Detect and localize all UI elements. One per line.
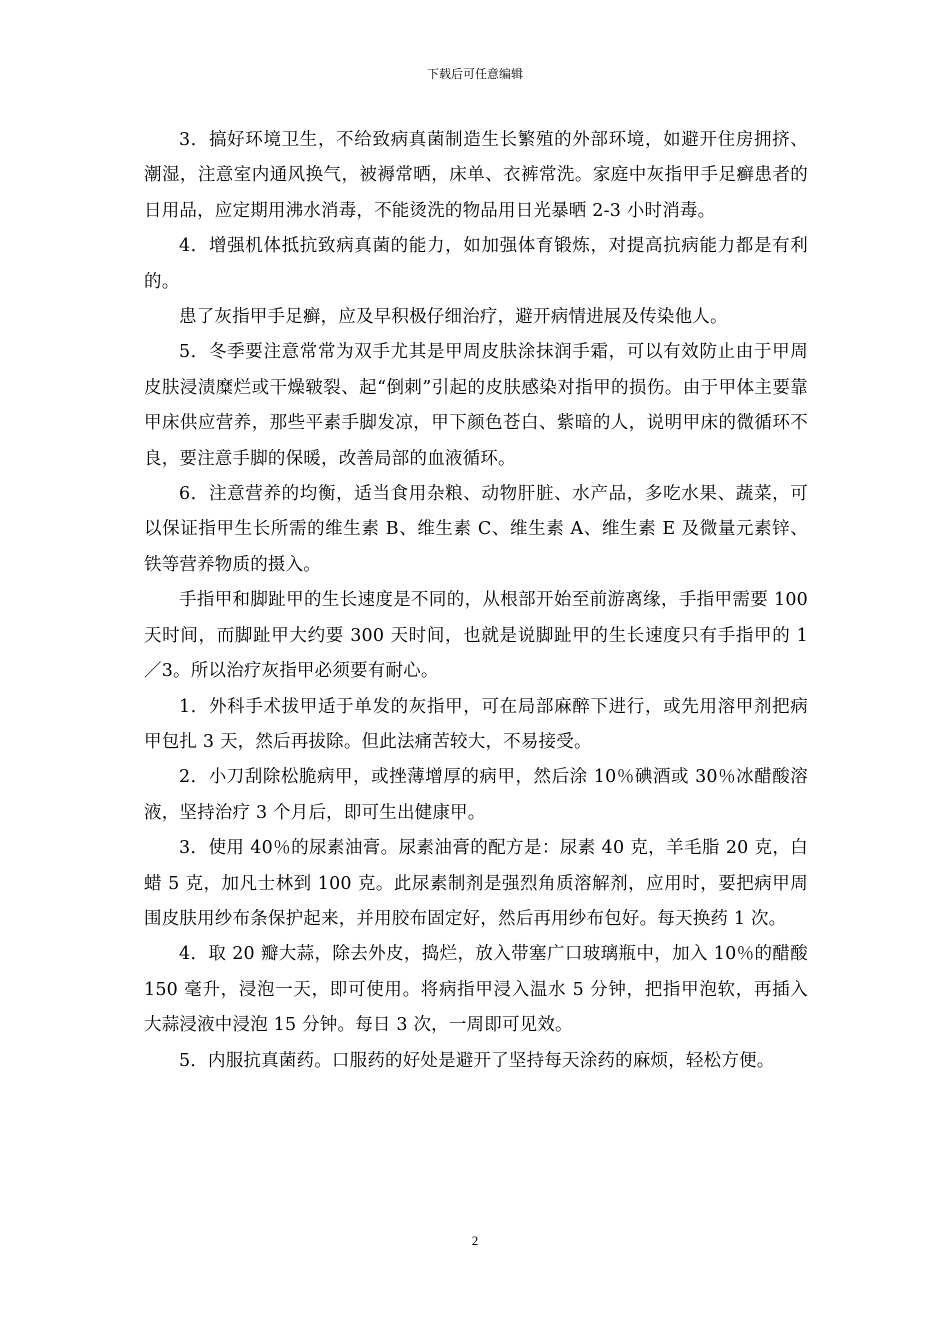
paragraph-scraping: 2．小刀刮除松脆病甲，或挫薄增厚的病甲，然后涂 10％碘酒或 30％冰醋酸溶液，坚持治疗 3 个月后，即可生出健康甲。 (144, 767, 808, 823)
paragraph-surgery: 1．外科手术拔甲适于单发的灰指甲，可在局部麻醉下进行，或先用溶甲剂把病甲包扎 3 天，然后再拔除。但此法痛苦较大，不易接受。 (144, 696, 808, 752)
paragraph-garlic-soak: 4．取 20 瓣大蒜，除去外皮，捣烂，放入带塞广口玻璃瓶中，加入 10％的醋酸 150 毫升，浸泡一天，即可使用。将病指甲浸入温水 5 分钟，把指甲泡软，再插入大蒜浸液中浸泡 15 分钟。每日 3 次，一周即可见效。 (144, 944, 808, 1036)
paragraph-growth-speed: 手指甲和脚趾甲的生长速度是不同的，从根部开始至前游离缘，手指甲需要 100 天时间，而脚趾甲大约要 300 天时间，也就是说脚趾甲的生长速度只有手指甲的 1／3。所以治疗灰指甲必须要有耐心。 (144, 590, 808, 682)
paragraph-winter-care: 5．冬季要注意常常为双手尤其是甲周皮肤涂抹润手霜，可以有效防止由于甲周皮肤浸渍糜烂或干燥皲裂、起“倒刺”引起的皮肤感染对指甲的损伤。由于甲体主要靠甲床供应营养，那些平素手脚发凉，甲下颜色苍白、紫暗的人，说明甲床的微循环不良，要注意手脚的保暖，改善局部的血液循环。 (144, 342, 808, 469)
paragraph-early-treatment: 患了灰指甲手足癣，应及早积极仔细治疗，避开病情进展及传染他人。 (179, 307, 728, 328)
paragraph-nutrition: 6．注意营养的均衡，适当食用杂粮、动物肝脏、水产品，多吃水果、蔬菜，可以保证指甲生长所需的维生素 B、维生素 C、维生素 A、维生素 E 及微量元素锌、铁等营养物质的摄入。 (144, 484, 808, 575)
paragraph-urea-ointment: 3．使用 40％的尿素油膏。尿素油膏的配方是：尿素 40 克，羊毛脂 20 克，白蜡 5 克，加凡士林到 100 克。此尿素制剂是强烈角质溶解剂，应用时，要把病甲周围皮肤用纱布条保护起来，并用胶布固定好，然后再用纱布包好。每天换药 1 次。 (144, 838, 808, 929)
paragraph-oral-medicine: 5．内服抗真菌药。口服药的好处是避开了坚持每天涂药的麻烦，轻松方便。 (179, 1050, 775, 1071)
page-body (144, 123, 808, 1079)
paragraph-immunity: 4．增强机体抵抗致病真菌的能力，如加强体育锻炼，对提高抗病能力都是有利的。 (144, 236, 808, 292)
paragraph-environment-hygiene: 3．搞好环境卫生，不给致病真菌制造生长繁殖的外部环境，如避开住房拥挤、潮湿，注意室内通风换气，被褥常晒，床单、衣裤常洗。家庭中灰指甲手足癣患者的日用品，应定期用沸水消毒，不能烫洗的物品用日光暴晒 2-3 小时消毒。 (144, 130, 808, 221)
page-header: 下载后可任意编辑 (426, 67, 523, 81)
page-number: 2 (471, 1233, 479, 1248)
